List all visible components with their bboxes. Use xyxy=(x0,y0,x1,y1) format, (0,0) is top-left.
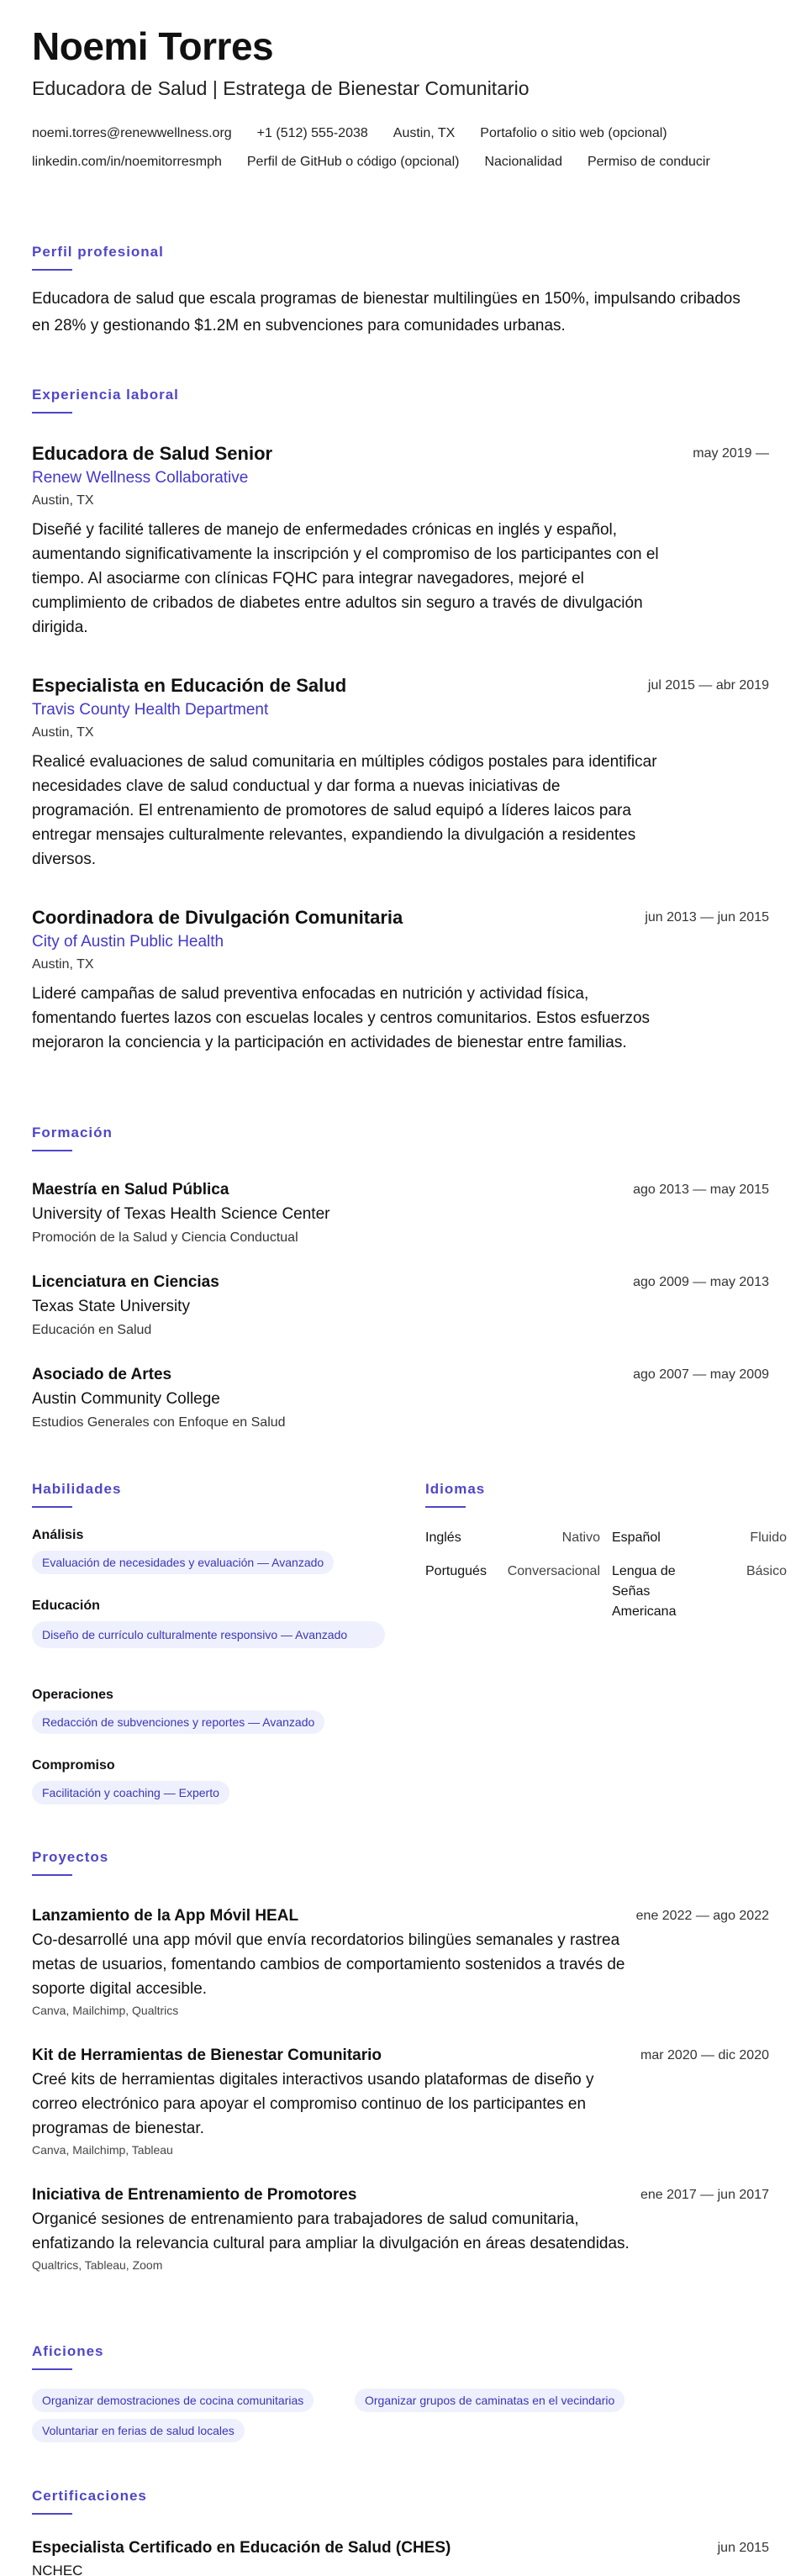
contact-linkedin[interactable]: linkedin.com/in/noemitorresmph xyxy=(32,155,222,169)
project-date: ene 2017 — jun 2017 xyxy=(640,2188,769,2202)
section-title-certifications: Certificaciones xyxy=(32,2488,147,2504)
job-location: Austin, TX xyxy=(32,493,94,508)
candidate-name: Noemi Torres xyxy=(32,24,274,68)
skill-chip: Evaluación de necesidades y evaluación — Avanzado xyxy=(32,1551,334,1574)
job-title: Especialista en Educación de Salud xyxy=(32,675,347,696)
certification-date: jun 2015 xyxy=(717,2541,769,2555)
hobby-chip: Organizar demostraciones de cocina comunitarias xyxy=(32,2389,314,2412)
education-entry xyxy=(32,1178,769,1249)
skill-chip: Redacción de subvenciones y reportes — Avanzado xyxy=(32,1710,324,1734)
skill-chip: Facilitación y coaching — Experto xyxy=(32,1781,229,1804)
section-title-summary: Perfil profesional xyxy=(32,244,164,260)
job-company: Renew Wellness Collaborative xyxy=(32,469,249,487)
contact-github[interactable]: Perfil de GitHub o código (opcional) xyxy=(246,155,460,169)
hobby-chip: Voluntariar en ferias de salud locales xyxy=(32,2419,245,2442)
education-school: Texas State University xyxy=(32,1298,190,1315)
section-divider xyxy=(32,2513,72,2515)
section-divider xyxy=(32,1506,72,1508)
section-title-hobbies: Aficiones xyxy=(32,2343,104,2359)
education-date: ago 2013 — may 2015 xyxy=(633,1183,769,1197)
section-divider xyxy=(32,1150,72,1151)
education-field: Estudios Generales con Enfoque en Salud xyxy=(32,1415,286,1430)
project-entry xyxy=(32,2184,769,2274)
contact-website[interactable]: Portafolio o sitio web (opcional) xyxy=(480,126,667,140)
section-divider xyxy=(32,2368,72,2370)
summary-text: Educadora de salud que escala programas de bienestar multilingües en 150%, impulsando cribados en 28% y gestionando $1.2M en subvenciones para comunidades urbanas. xyxy=(32,290,740,335)
section-title-education: Formación xyxy=(32,1125,113,1140)
project-entry xyxy=(32,2044,769,2159)
education-field: Educación en Salud xyxy=(32,1323,152,1337)
job-date: jun 2013 — jun 2015 xyxy=(645,910,769,925)
skill-category: Análisis xyxy=(32,1528,84,1542)
job-title: Coordinadora de Divulgación Comunitaria xyxy=(32,907,403,928)
education-school: University of Texas Health Science Center xyxy=(32,1205,330,1223)
candidate-title: Educadora de Salud | Estratega de Bienestar Comunitario xyxy=(32,77,530,99)
skill-category: Compromiso xyxy=(32,1758,115,1773)
project-entry xyxy=(32,1904,769,2020)
section-divider xyxy=(425,1506,466,1508)
skill-category: Operaciones xyxy=(32,1688,113,1702)
section-title-experience: Experiencia laboral xyxy=(32,387,179,403)
job-entry xyxy=(32,906,769,1055)
language-name: Lengua de Señas Americana xyxy=(612,1564,677,1619)
project-tools: Qualtrics, Tableau, Zoom xyxy=(32,2258,163,2272)
job-entry xyxy=(32,442,769,640)
section-divider xyxy=(32,412,72,414)
job-location: Austin, TX xyxy=(32,725,94,740)
job-location: Austin, TX xyxy=(32,957,94,972)
job-date: may 2019 — xyxy=(693,446,769,461)
job-description: Realicé evaluaciones de salud comunitaria en múltiples códigos postales para identificar necesidades clave de salud conductual y dar forma a nuevas iniciativas de programación. El entrenamiento de promotores de salud equipó a líderes laicos para entregar mensajes culturalmente relevantes, expandiendo la divulgación a residentes diversos. xyxy=(32,753,657,868)
section-title-skills: Habilidades xyxy=(32,1481,122,1497)
language-name: Español xyxy=(612,1530,661,1545)
project-name: Lanzamiento de la App Móvil HEAL xyxy=(32,1907,299,1925)
section-title-projects: Proyectos xyxy=(32,1849,109,1865)
education-degree: Asociado de Artes xyxy=(32,1366,172,1383)
job-description: Diseñé y facilité talleres de manejo de enfermedades crónicas en inglés y español, aumentando significativamente la inscripción y el compromiso de los participantes con el tiempo. Al asociarme con clínicas FQHC para integrar navegadores, mejoré el cumplimiento de cribados de diabetes entre adultos sin seguro a través de divulgación dirigida. xyxy=(32,521,659,636)
certification-name: Especialista Certificado en Educación de Salud (CHES) xyxy=(32,2539,451,2557)
section-title-languages: Idiomas xyxy=(425,1481,486,1497)
certification-issuer: NCHEC xyxy=(32,2563,83,2576)
education-school: Austin Community College xyxy=(32,1390,220,1408)
education-field: Promoción de la Salud y Ciencia Conductual xyxy=(32,1230,298,1245)
language-name: Inglés xyxy=(425,1530,461,1545)
project-name: Iniciativa de Entrenamiento de Promotores xyxy=(32,2186,357,2204)
job-description: Lideré campañas de salud preventiva enfocadas en nutrición y actividad física, fomentando fuertes lazos con escuelas locales y centros comunitarios. Estos esfuerzos mejoraron la conciencia y la participación en actividades de bienestar entre familias. xyxy=(32,985,651,1051)
skill-chip: Diseño de currículo culturalmente responsivo — Avanzado xyxy=(32,1621,385,1648)
language-level: Básico xyxy=(746,1564,787,1578)
contact-list xyxy=(32,119,772,176)
job-entry xyxy=(32,674,769,872)
education-entry xyxy=(32,1271,769,1341)
project-tools: Canva, Mailchimp, Tableau xyxy=(32,2143,173,2157)
job-company: City of Austin Public Health xyxy=(32,933,224,951)
contact-nationality: Nacionalidad xyxy=(484,155,562,169)
language-level: Conversacional xyxy=(507,1564,600,1578)
project-description: Creé kits de herramientas digitales interactivos usando plataformas de diseño y correo electrónico para apoyar el compromiso continuo de los participantes en programas de bienestar. xyxy=(32,2071,594,2137)
project-date: mar 2020 — dic 2020 xyxy=(640,2048,769,2062)
education-date: ago 2009 — may 2013 xyxy=(633,1275,769,1289)
project-name: Kit de Herramientas de Bienestar Comunitario xyxy=(32,2047,382,2064)
contact-phone[interactable]: +1 (512) 555-2038 xyxy=(256,126,368,140)
education-entry xyxy=(32,1363,769,1434)
contact-driving-license: Permiso de conducir xyxy=(587,155,710,169)
section-divider xyxy=(32,1874,72,1876)
education-date: ago 2007 — may 2009 xyxy=(633,1367,769,1382)
language-level: Fluido xyxy=(750,1530,787,1545)
job-title: Educadora de Salud Senior xyxy=(32,443,273,464)
section-divider xyxy=(32,269,72,271)
job-date: jul 2015 — abr 2019 xyxy=(647,678,769,693)
contact-email[interactable]: noemi.torres@renewwellness.org xyxy=(32,126,232,140)
language-level: Nativo xyxy=(561,1530,600,1545)
certification-entry xyxy=(32,2536,769,2576)
job-company: Travis County Health Department xyxy=(32,701,269,719)
project-date: ene 2022 — ago 2022 xyxy=(635,1909,769,1923)
project-description: Organicé sesiones de entrenamiento para trabajadores de salud comunitaria, enfatizando la relevancia cultural para ampliar la divulgación en áreas desatendidas. xyxy=(32,2210,630,2252)
skill-category: Educación xyxy=(32,1599,100,1613)
contact-location: Austin, TX xyxy=(393,126,456,140)
project-tools: Canva, Mailchimp, Qualtrics xyxy=(32,2004,179,2017)
education-degree: Maestría en Salud Pública xyxy=(32,1181,229,1198)
project-description: Co-desarrollé una app móvil que envía recordatorios bilingües semanales y rastrea metas de usuarios, fomentando cambios de comportamiento sostenidos a través de soporte digital accesible. xyxy=(32,1931,625,1998)
language-name: Portugués xyxy=(425,1564,487,1578)
hobby-chip: Organizar grupos de caminatas en el vecindario xyxy=(355,2389,624,2412)
education-degree: Licenciatura en Ciencias xyxy=(32,1273,219,1291)
